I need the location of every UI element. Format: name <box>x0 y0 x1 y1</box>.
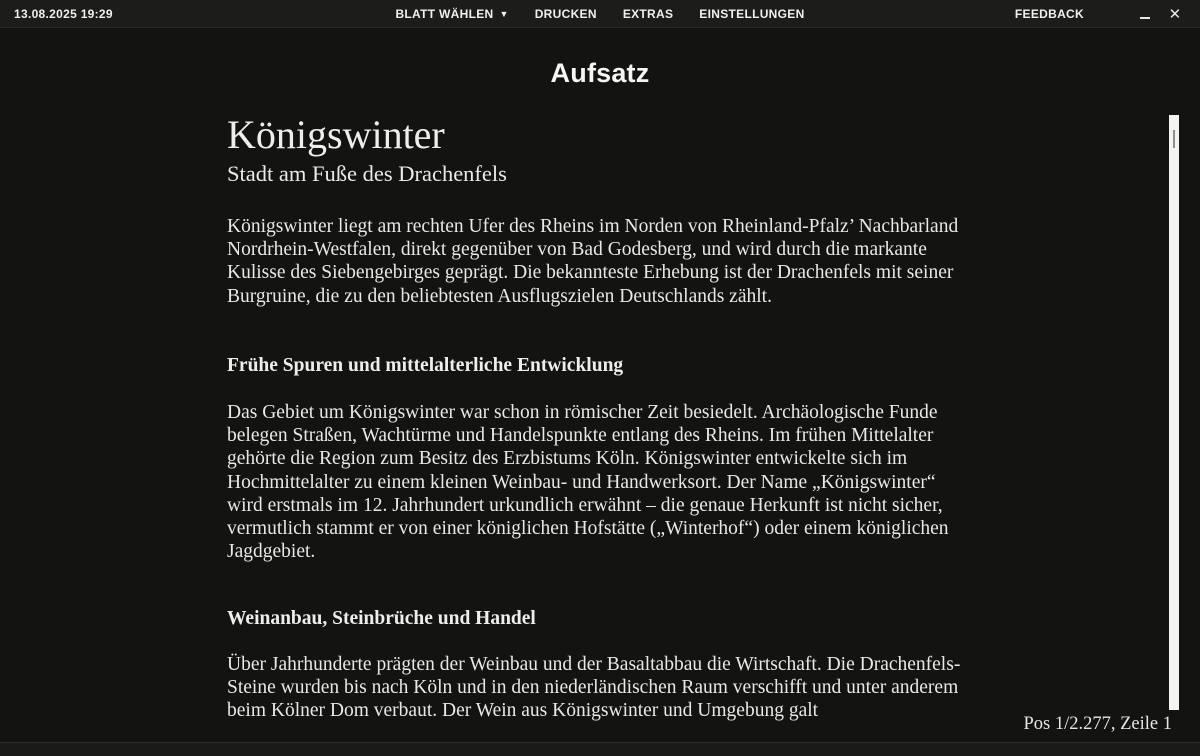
document-subtitle: Stadt am Fuße des Drachenfels <box>227 161 507 186</box>
close-button[interactable] <box>1160 0 1190 28</box>
titlebar-right <box>1015 0 1190 28</box>
datetime-label: 13.08.2025 19:29 <box>14 7 113 21</box>
scrollbar[interactable] <box>1169 115 1179 710</box>
menu-item-blatt-waehlen[interactable]: BLATT WÄHLEN ▼ <box>395 0 508 28</box>
section-heading: Frühe Spuren und mittelalterliche Entwicklung <box>227 354 624 376</box>
cursor-position-status: Pos 1/2.277, Zeile 1 <box>1023 714 1172 734</box>
bottom-strip <box>0 742 1200 756</box>
chevron-down-icon: ▼ <box>499 9 509 19</box>
paragraph: Über Jahrhunderte prägten der Weinbau und der Basaltabbau die Wirtschaft. Die Drachenfels-Steine wurden bis nach Köln und in den niederländischen Raum verschifft und unter anderem beim Kölner Dom verbaut. Der Wein aus Königswinter und Umgebung galt <box>227 653 961 722</box>
feedback-button[interactable]: FEEDBACK <box>1014 7 1084 21</box>
paragraph: Königswinter liegt am rechten Ufer des Rheins im Norden von Rheinland-Pfalz’ Nachbarland Nordrhein-Westfalen, direkt gegenüber von Bad Godesberg, und wird durch die markante Kulisse des Siebengebirges geprägt. Die bekannteste Erhebung ist der Drachenfels mit seiner Burgruine, die zu den beliebtesten Ausflugszielen Deutschlands zählt. <box>227 216 959 307</box>
titlebar <box>0 0 1200 28</box>
scrollbar-thumb[interactable] <box>1173 130 1175 148</box>
menu-item-einstellungen[interactable]: EINSTELLUNGEN <box>699 7 805 21</box>
minimize-icon <box>1140 17 1150 19</box>
document-title: Königswinter <box>227 112 445 157</box>
minimize-button[interactable] <box>1130 0 1160 28</box>
close-icon: ✕ <box>1168 5 1182 23</box>
paragraph: Das Gebiet um Königswinter war schon in römischer Zeit besiedelt. Archäologische Funde belegen Straßen, Wachtürme und Handelspunkte entlang des Rheins. Im frühen Mittelalter gehörte die Region zum Besitz des Erzbistums Köln. Königswinter entwickelte sich im Hochmittelalter zu einem kleinen Weinbau- und Handwerksort. Der Name „Königswinter“ wird erstmals im 12. Jahrhundert urkundlich erwähnt – die genaue Herkunft ist nicht sicher, vermutlich stammt er von einer königlichen Hofstätte („Winterhof“) oder einem königlichen Jagdgebiet. <box>227 402 949 563</box>
menu-item-extras[interactable]: EXTRAS <box>622 7 674 21</box>
page-title: Aufsatz <box>550 58 650 88</box>
section-heading: Weinanbau, Steinbrüche und Handel <box>227 608 536 630</box>
editor-surface[interactable] <box>227 112 968 752</box>
menu-item-drucken[interactable]: DRUCKEN <box>534 7 597 21</box>
